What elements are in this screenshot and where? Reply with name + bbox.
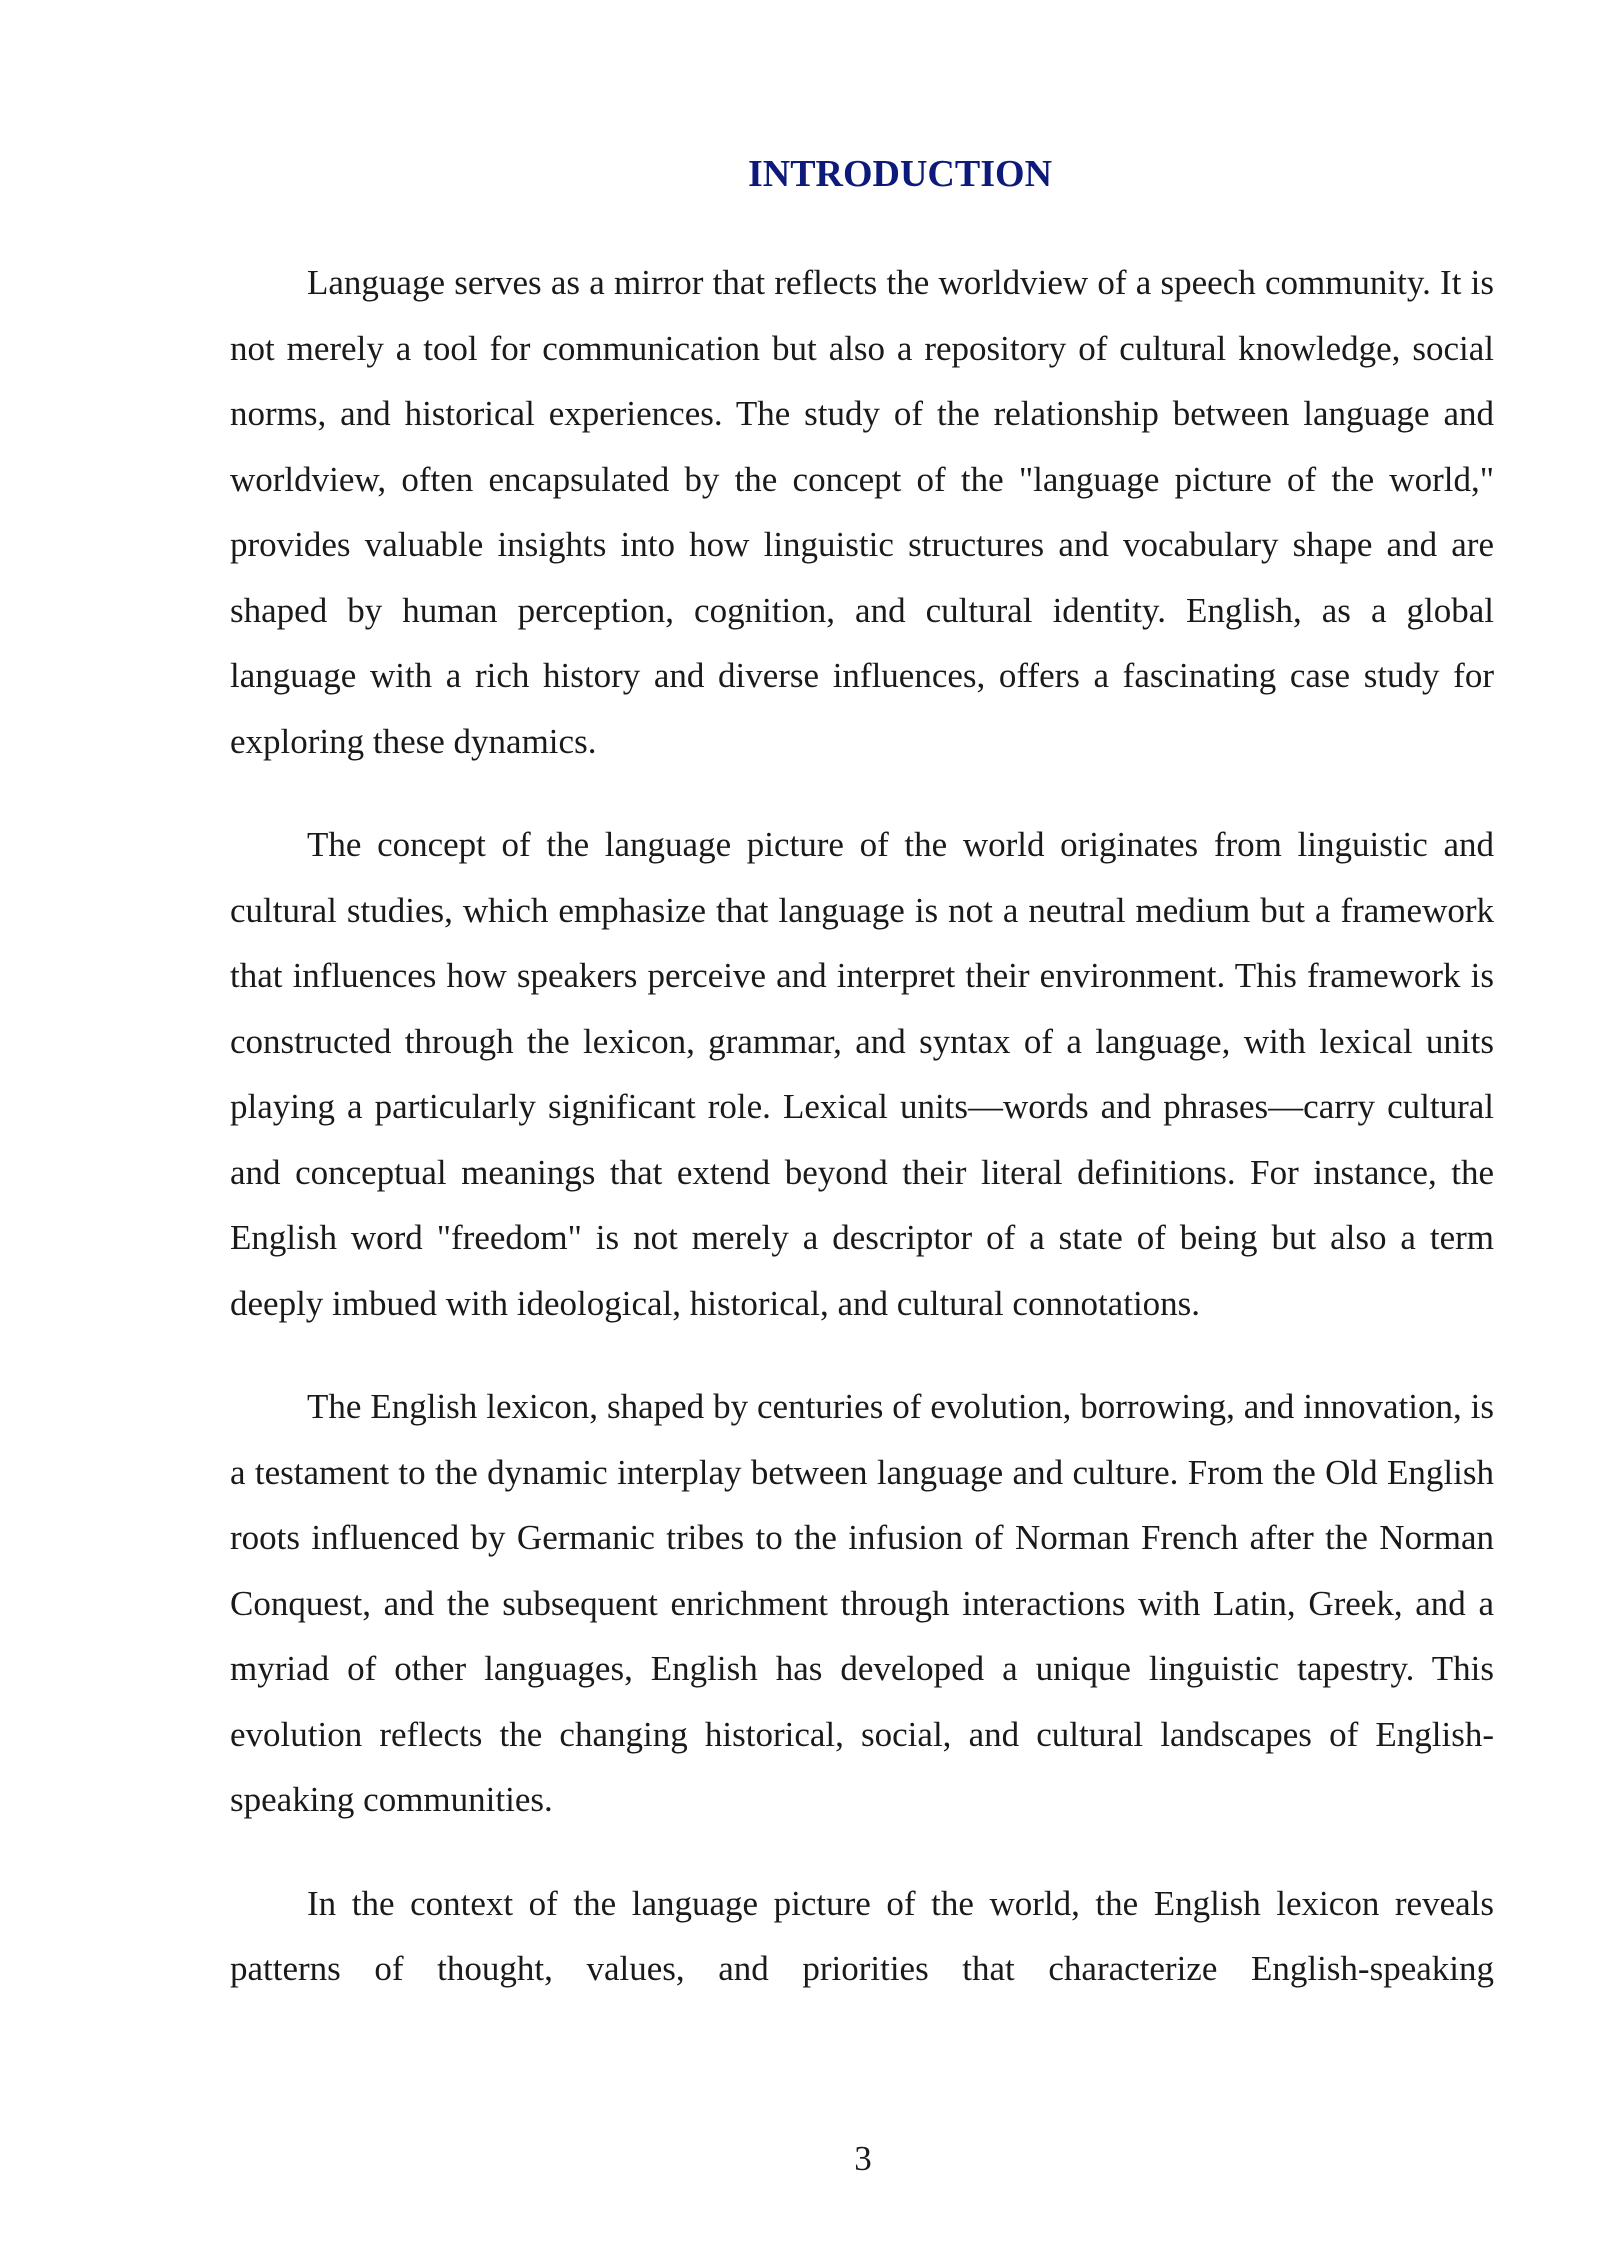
paragraph-2: The concept of the language picture of the world originates from linguistic and cultural studies, which emphasize that language is not a neutral medium but a framework that influences how speakers perceive and interpret their environment. This framework is constructed through the lexicon, grammar, and syntax of a language, with lexical units playing a particularly significant role. Lexical units—words and phrases—carry cultural and conceptual meanings that extend beyond their literal definitions. For instance, the English word "freedom" is not merely a descriptor of a state of being but also a term deeply imbued with ideological, historical, and cultural connotations. — [230, 825, 1494, 1323]
body-text — [230, 250, 1494, 2002]
page-number: 3 — [854, 2139, 872, 2178]
paragraph-1: Language serves as a mirror that reflects the worldview of a speech community. It is not merely a tool for communication but also a repository of cultural knowledge, social norms, and historical experiences. The study of the relationship between language and worldview, often encapsulated by the concept of the "language picture of the world," provides valuable insights into how linguistic structures and vocabulary shape and are shaped by human perception, cognition, and cultural identity. English, as a global language with a rich history and diverse influences, offers a fascinating case study for exploring these dynamics. — [230, 263, 1494, 761]
paragraph-3: The English lexicon, shaped by centuries of evolution, borrowing, and innovation, is a testament to the dynamic interplay between language and culture. From the Old English roots influenced by Germanic tribes to the infusion of Norman French after the Norman Conquest, and the subsequent enrichment through interactions with Latin, Greek, and a myriad of other languages, English has developed a unique linguistic tapestry. This evolution reflects the changing historical, social, and cultural landscapes of English-speaking communities. — [230, 1387, 1494, 1819]
page-title: INTRODUCTION — [747, 153, 1053, 195]
paragraph-4: In the context of the language picture of the world, the English lexicon reveals patterns of thought, values, and priorities that characterize English-speaking — [230, 1883, 1494, 1988]
